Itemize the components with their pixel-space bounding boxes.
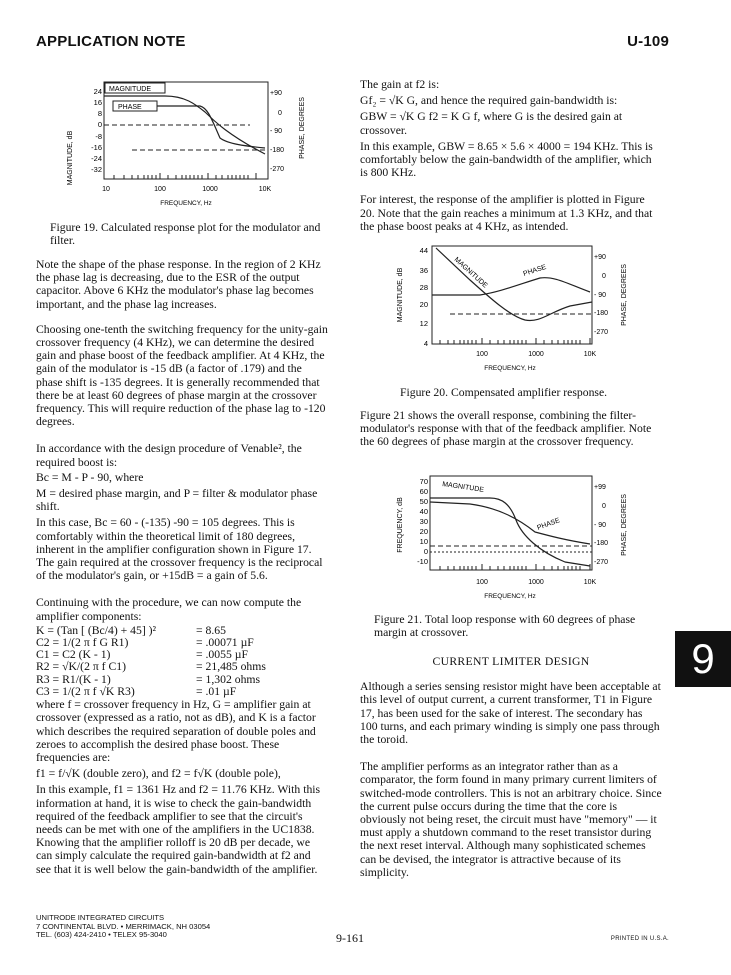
paragraph: In this case, Bc = 60 - (-135) -90 = 105 degrees. This is comfortably within the theoretical limit of 180 degrees, inherent in the amplifier configuration shown in Figure 17. The gain required at the crossover frequency is the reciprocal of the modulator's gain, or +15dB = a gain of 5.6. [36, 516, 323, 583]
paragraph: Note the shape of the phase response. In the region of 2 KHz the phase lag is decreasing, due to the ESR of the output capacitor. Above 6 KHz the modulator's phase lag becomes important, and the phase lag increases. [36, 258, 321, 311]
fig21-rtick: 0 [602, 503, 606, 510]
fig21-xtick: 10K [583, 579, 597, 586]
fig19-ytick: 8 [97, 109, 102, 118]
fig20-ytick: 44 [419, 246, 428, 255]
document-number: U-109 [627, 33, 669, 50]
fig20-xtick: 100 [476, 351, 488, 358]
fig19-yticks [91, 87, 102, 174]
fig20-caption: Figure 20. Compensated amplifier response. [400, 386, 608, 399]
fig21-rtick: -270 [594, 559, 609, 566]
paragraph: where f = crossover frequency in Hz, G = amplifier gain at crossover (expressed as a ratio, not as dB), and K is a factor which describes the required separation of double poles and zeroes to accomplish the desired phase boost. These frequencies are: [36, 698, 316, 764]
fig21-ytick: 50 [419, 497, 428, 506]
footer-line: UNITRODE INTEGRATED CIRCUITS [36, 913, 165, 922]
equation-lhs: C1 = C2 (K - 1) [36, 648, 111, 662]
section-title: CURRENT LIMITER DESIGN [432, 655, 590, 668]
fig19-rtick: +90 [270, 90, 282, 97]
fig21-ytick: 40 [419, 507, 428, 516]
fig19-ytick: -24 [91, 154, 102, 163]
fig20-ytick: 28 [419, 283, 428, 292]
fig21-ytick: 60 [419, 487, 428, 496]
fig19-ytick: 24 [93, 87, 102, 96]
fig19-ytick: -32 [91, 165, 102, 174]
fig20-ytick: 4 [423, 339, 428, 348]
paragraph: f1 = f/√K (double zero), and f2 = f√K (double pole), [36, 767, 281, 781]
equation-lhs: R3 = R1/(K - 1) [36, 672, 111, 686]
fig20-yticks [420, 246, 428, 348]
fig20-ylabel: MAGNITUDE, dB [397, 267, 404, 323]
paragraph: In this example, GBW = 8.65 × 5.6 × 4000 = 194 KHz. This is comfortably below the gain-bandwidth of the amplifier, which is 800 KHz. [360, 139, 653, 180]
fig19-xtick: 1000 [202, 186, 218, 193]
fig20-xtick: 10K [583, 351, 597, 358]
fig20-ytick: 20 [419, 300, 428, 309]
fig20-mag-label: MAGNITUDE [452, 256, 489, 290]
fig21-ytick: 70 [419, 477, 428, 486]
figure-21-plot [390, 470, 640, 605]
fig21-ytick: 0 [423, 547, 428, 556]
fig19-xtick: 10K [258, 186, 272, 193]
chapter-tab: 9 [675, 631, 731, 687]
fig21-xtick: 100 [476, 579, 488, 586]
paragraph: The gain at f2 is: [360, 78, 440, 91]
fig21-yticks [417, 477, 428, 566]
fig19-ytick: -8 [95, 132, 102, 141]
paragraph: The amplifier performs as an integrator rather than as a comparator, the form found in many primary current limiters of switched-mode controllers. This is not an arbitrary choice. Since the current pulse occurs during the time that the core is obviously not being reset, the circuit must have "memory" — it must apply a shutdown command to the reset transistor during the next reset interval. Although many sophisticated schemes can be devised, the integrator is attractive because of its simplicity. [360, 760, 662, 879]
paragraph: M = desired phase margin, and P = filter & modulator phase shift. [36, 487, 318, 514]
header-title: APPLICATION NOTE [36, 33, 186, 50]
paragraph: In this example, f1 = 1361 Hz and f2 = 11.76 KHz. With this information at hand, it is wise to check the gain-bandwidth required of the feedback amplifier to see that the circuit's needs can be met with one of the amplifiers in the UC1838. Knowing that the amplifier rolloff is 20 dB per decade, we can simply calculate the required gain-bandwidth at f2 and see that it is well below the gain-bandwidth of the amplifier. [36, 783, 321, 876]
paragraph: In accordance with the design procedure of Venable², the required boost is: [36, 442, 302, 469]
fig19-rtick: -270 [270, 166, 285, 173]
footer-line: TEL. (603) 424-2410 • TELEX 95-3040 [36, 930, 167, 940]
fig20-ylabel-right: PHASE, DEGREES [621, 264, 628, 326]
paragraph: Although a series sensing resistor might have been acceptable at this level of output current, a current transformer, T1 in Figure 17, has been used for the sake of interest. The secondary has 100 turns, and each primary winding is simply one pass through the toroid. [360, 680, 661, 747]
fig20-rtick: -270 [594, 329, 609, 336]
fig21-rticks [594, 484, 608, 566]
fig21-xticks [476, 579, 596, 586]
fig21-rtick: +99 [594, 484, 606, 491]
right-column-mid [360, 409, 662, 461]
paragraph: Figure 21 shows the overall response, combining the filter-modulator's response with that of the feedback amplifier. Note the 60 degrees of phase margin at the crossover frequency. [360, 409, 652, 449]
fig21-phase-label: PHASE [536, 517, 561, 532]
footer-address [36, 914, 210, 940]
fig19-xtick: 100 [154, 186, 166, 193]
figure-20-plot [390, 240, 640, 375]
fig21-ylabel: FREQUENCY, dB [397, 497, 404, 553]
fig19-rticks [270, 90, 284, 173]
fig19-minor-ticks [114, 173, 256, 179]
fig19-ytick: 0 [97, 120, 102, 129]
fig21-mag-label: MAGNITUDE [441, 481, 485, 494]
fig21-ytick: 10 [419, 537, 428, 546]
paragraph: GBW = √K G f2 = K G f, where G is the desired gain at crossover. [360, 110, 623, 137]
figure-19-plot [60, 78, 320, 213]
paragraph: Continuing with the procedure, we can now compute the amplifier components: [36, 596, 302, 623]
fig20-rtick: 0 [602, 273, 606, 280]
equation-rhs: = .00071 µF [196, 636, 254, 650]
fig20-rticks [594, 254, 608, 336]
fig20-rtick: +90 [594, 254, 606, 261]
paragraph: Gf₂ = √K G, and hence the required gain-bandwidth is: [360, 94, 618, 108]
fig19-rtick: 0 [278, 110, 282, 117]
fig19-mag-label: MAGNITUDE [109, 86, 151, 93]
equation-list [36, 625, 328, 698]
fig19-xticks [102, 186, 271, 193]
fig19-xtick: 10 [102, 186, 110, 193]
fig20-minor-ticks [440, 338, 590, 344]
fig21-frame [430, 476, 592, 570]
fig20-phase-curve [432, 278, 590, 295]
right-column-bottom [360, 655, 662, 891]
fig19-xlabel: FREQUENCY, Hz [160, 200, 212, 207]
fig20-xtick: 1000 [528, 351, 544, 358]
equation-rhs: = 8.65 [196, 623, 226, 637]
fig21-ylabel-right: PHASE, DEGREES [621, 494, 628, 556]
fig19-ylabel: MAGNITUDE, dB [67, 130, 74, 186]
fig20-rtick: - 90 [594, 292, 607, 299]
fig19-caption: Figure 19. Calculated response plot for the modulator and filter. [50, 221, 321, 248]
fig21-ytick: 30 [419, 517, 428, 526]
equation-lhs: C3 = 1/(2 π f √K R3) [36, 684, 135, 698]
fig20-ytick: 12 [419, 319, 428, 328]
fig19-ylabel-right: PHASE, DEGREES [299, 97, 306, 159]
right-column-top [360, 78, 662, 245]
fig19-rtick: - 90 [270, 128, 283, 135]
fig20-rtick: -180 [594, 310, 609, 317]
fig19-rtick: -180 [270, 147, 285, 154]
fig20-phase-label: PHASE [522, 263, 548, 278]
fig20-xticks [476, 351, 596, 358]
fig19-ytick: -16 [91, 143, 102, 152]
fig21-xlabel: FREQUENCY, Hz [484, 593, 536, 600]
page-number: 9-161 [336, 931, 364, 945]
fig19-ytick: 16 [93, 98, 102, 107]
fig19-phase-curve [157, 106, 265, 148]
fig21-xtick: 1000 [528, 579, 544, 586]
equation-lhs: C2 = 1/(2 π f G R1) [36, 636, 129, 650]
equation-rhs: = .01 µF [196, 684, 237, 698]
equation-lhs: K = (Tan [ (Bc/4) + 45] )² [36, 623, 157, 637]
left-column [36, 258, 328, 888]
paragraph: For interest, the response of the amplifier is plotted in Figure 20. Note that the gain reaches a minimum at 1.3 KHz, and that the phase boost peaks at 4 KHz, as intended. [360, 193, 653, 233]
fig21-minor-ticks [440, 564, 590, 570]
fig21-ytick: -10 [417, 557, 428, 566]
printed-note: PRINTED IN U.S.A. [610, 936, 669, 942]
footer-line: 7 CONTINENTAL BLVD. • MERRIMACK, NH 03054 [36, 921, 211, 931]
paragraph: Choosing one-tenth the switching frequency for the unity-gain crossover frequency (4 KHz), we can determine the desired gain and phase boost of the feedback amplifier. At 4 KHz, the gain of the modulator is -15 dB (a factor of .179) and the phase shift is -135 degrees. It is generally recommended that there be at least 60 degrees of phase margin at the crossover frequency. This will require reduction of the phase lag to -120 degrees. [36, 322, 328, 429]
fig19-phase-label: PHASE [118, 104, 142, 111]
fig21-rtick: - 90 [594, 522, 607, 529]
fig21-caption: Figure 21. Total loop response with 60 degrees of phase margin at crossover. [374, 613, 636, 640]
fig20-ytick: 36 [419, 266, 428, 275]
fig20-xlabel: FREQUENCY, Hz [484, 365, 536, 372]
fig21-magnitude-curve [430, 498, 590, 566]
equation-rhs: = .0055 µF [196, 648, 248, 662]
fig21-rtick: -180 [594, 540, 609, 547]
paragraph: Bc = M - P - 90, where [36, 470, 144, 484]
equation-rhs: = 1,302 ohms [196, 672, 261, 686]
fig21-ytick: 20 [419, 527, 428, 536]
equation-lhs: R2 = √K/(2 π f C1) [36, 660, 127, 674]
equation-rhs: = 21,485 ohms [196, 660, 266, 674]
